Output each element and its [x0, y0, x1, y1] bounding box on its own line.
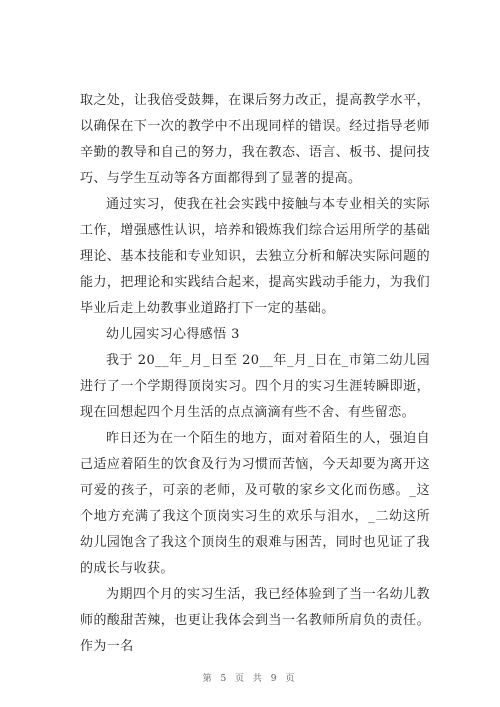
section-heading: 幼儿园实习心得感悟 3 — [106, 327, 240, 342]
paragraph-1: 取之处，让我倍受鼓舞，在课后努力改正，提高教学水平，以确保在下一次的教学中不出现同样的错误。经过指导老师辛勤的教导和自己的努力，我在教态、语言、板书、提问技巧、与学生互动等各方面都得到了显著的提高。 — [80, 93, 430, 186]
page-number-footer: 第 5 页 共 9 页 — [202, 674, 298, 684]
document-body — [80, 88, 430, 660]
paragraph-4: 昨日还为在一个陌生的地方，面对着陌生的人，强迫自己适应着陌生的饮食及行为习惯而苦恼，今天却要为离开这可爱的孩子，可亲的老师，及可敬的家乡文化而伤感。_这个地方充满了我这个顶岗实习生的欢乐与泪水，_二幼这所幼儿园饱含了我这个顶岗生的艰难与困苦，同时也见证了我的成长与收获。 — [80, 431, 430, 576]
paragraph-3: 我于 20__年_月_日至 20__年_月_日在_市第二幼儿园进行了一个学期得顶岗实习。四个月的实习生涯转瞬即逝，现在回想起四个月生活的点点滴滴有些不舍、有些留恋。 — [80, 353, 430, 420]
paragraph-2: 通过实习，使我在社会实践中接触与本专业相关的实际工作，增强感性认识，培养和锻炼我们综合运用所学的基础理论、基本技能和专业知识，去独立分析和解决实际问题的能力，把理论和实践结合起来，提高实践动手能力，为我们毕业后走上幼教事业道路打下一定的基础。 — [80, 197, 430, 316]
paragraph-5: 为期四个月的实习生活，我已经体验到了当一名幼儿教师的酸甜苦辣，也更让我体会到当一名教师所肩负的责任。作为一名 — [80, 587, 430, 654]
